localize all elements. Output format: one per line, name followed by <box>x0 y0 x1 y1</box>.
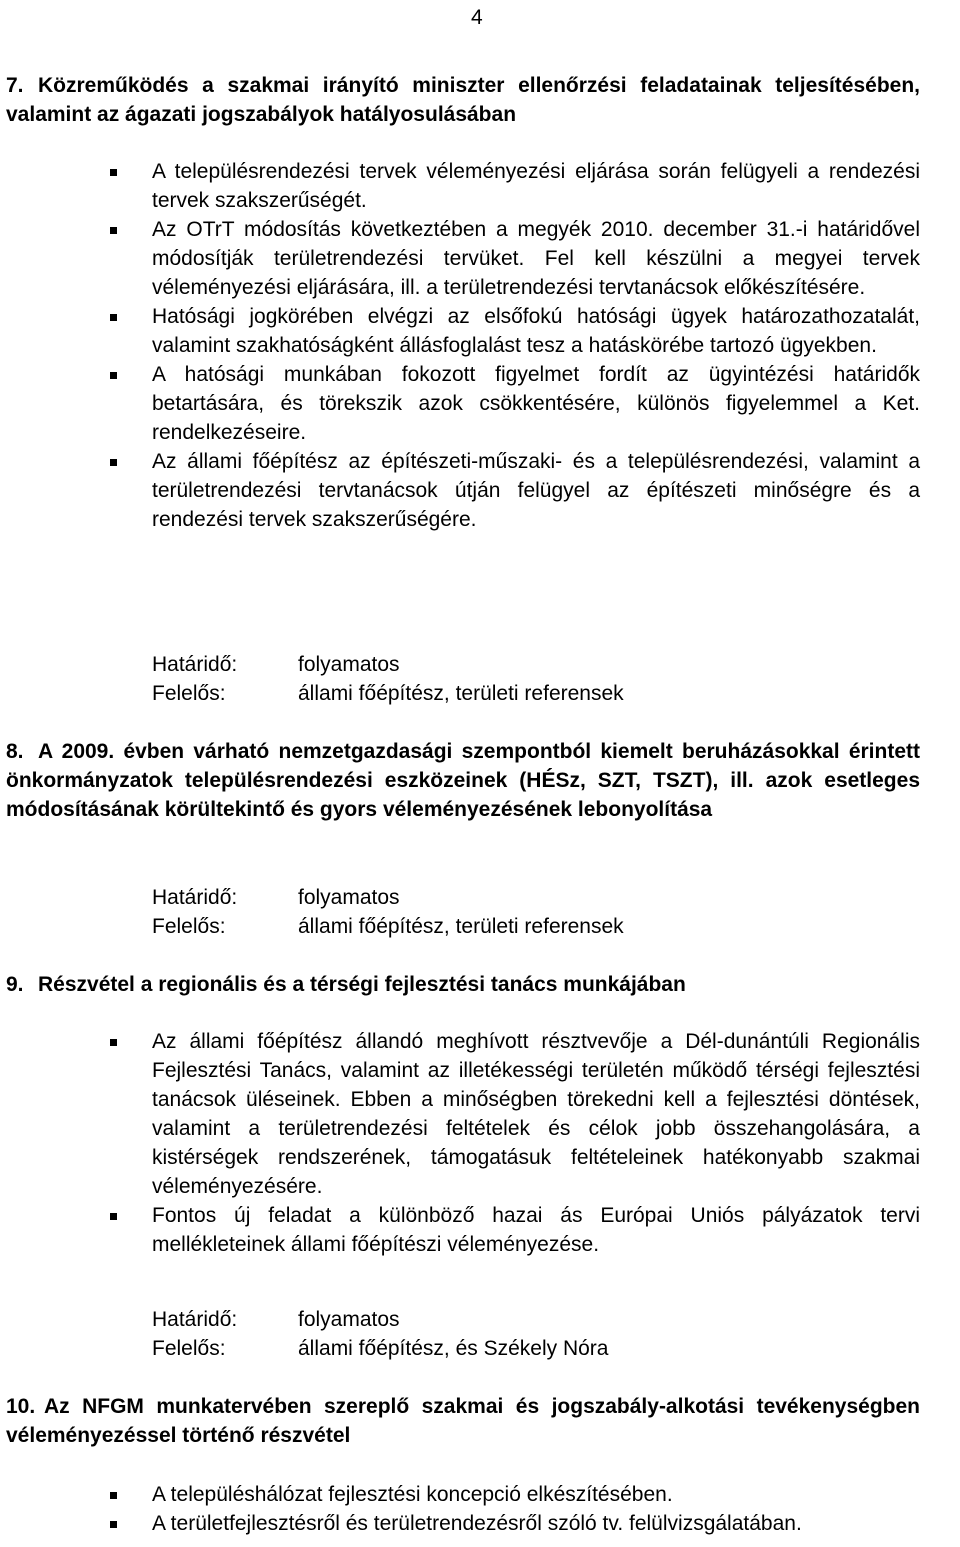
section-7-number: 7. <box>6 74 24 97</box>
responsible-value: állami főépítész, és Székely Nóra <box>298 1337 609 1360</box>
responsible-label: Felelős: <box>152 682 226 705</box>
section-10-heading: Az NFGM munkatervében szereplő szakmai és jogszabály-alkotási tevékenységben véleményezéssel történő részvétel <box>6 1395 920 1447</box>
deadline-value: folyamatos <box>298 886 400 909</box>
list-item-text: Fontos új feladat a különböző hazai ás Európai Uniós pályázatok tervi mellékleteinek állami főépítészi véleményezése. <box>152 1204 920 1256</box>
list-item <box>104 215 920 302</box>
deadline-label: Határidő: <box>152 1308 238 1331</box>
list-item-text: A településrendezési tervek véleményezési eljárása során felügyeli a rendezési tervek szakszerűségét. <box>152 160 920 212</box>
bullet-icon <box>110 1492 117 1499</box>
bullet-icon <box>110 314 117 321</box>
section-9-number: 9. <box>6 973 24 996</box>
section-7-deadline-block <box>152 650 872 708</box>
list-item-text: Az OTrT módosítás következtében a megyék 2010. december 31.-i határidővel módosítják területrendezési tervüket. Fel kell készülni a megyei tervek véleményezési eljárására, ill. a területrendezési tervtanácsok előkészítésére. <box>152 218 920 299</box>
page-number: 4 <box>471 6 483 29</box>
section-9-deadline-block <box>152 1305 872 1363</box>
section-10-number: 10. <box>6 1395 36 1418</box>
list-item <box>104 360 920 447</box>
list-item <box>104 302 920 360</box>
deadline-value: folyamatos <box>298 653 400 676</box>
section-8-heading: A 2009. évben várható nemzetgazdasági szempontból kiemelt beruházásokkal érintett önkormányzatok településrendezési eszközeinek (HÉSz, SZT, TSZT), ill. azok esetleges módosításának körültekintő és gyors véleményezésének lebonyolítása <box>6 740 920 821</box>
section-7-heading: Közreműködés a szakmai irányító miniszter ellenőrzési feladatainak teljesítésében, valamint az ágazati jogszabályok hatályosulásában <box>6 74 920 126</box>
section-8-title <box>6 737 920 824</box>
bullet-icon <box>110 459 117 466</box>
bullet-icon <box>110 1521 117 1528</box>
list-item-text: A településhálózat fejlesztési koncepció elkészítésében. <box>152 1483 673 1506</box>
responsible-value: állami főépítész, területi referensek <box>298 915 624 938</box>
bullet-icon <box>110 1213 117 1220</box>
section-9-heading: Részvétel a regionális és a térségi fejlesztési tanács munkájában <box>38 973 686 996</box>
section-9-title <box>6 970 920 999</box>
list-item <box>104 1509 920 1538</box>
list-item <box>104 1201 920 1259</box>
responsible-label: Felelős: <box>152 1337 226 1360</box>
bullet-icon <box>110 169 117 176</box>
section-10-title <box>6 1392 920 1450</box>
responsible-label: Felelős: <box>152 915 226 938</box>
bullet-icon <box>110 1039 117 1046</box>
responsible-value: állami főépítész, területi referensek <box>298 682 624 705</box>
list-item-text: A területfejlesztésről és területrendezésről szóló tv. felülvizsgálatában. <box>152 1512 802 1535</box>
section-9-bullet-list <box>104 1027 920 1259</box>
list-item-text: Az állami főépítész az építészeti-műszaki- és a településrendezési, valamint a területrendezési tervtanácsok útján felügyel az építészeti minőségre és a rendezési tervek szakszerűségére. <box>152 450 920 531</box>
section-7-title <box>6 71 920 129</box>
list-item-text: A hatósági munkában fokozott figyelmet fordít az ügyintézési határidők betartására, és törekszik azok csökkentésére, különös figyelemmel a Ket. rendelkezéseire. <box>152 363 920 444</box>
section-8-deadline-block <box>152 883 872 941</box>
bullet-icon <box>110 372 117 379</box>
section-7-bullet-list <box>104 157 920 534</box>
list-item <box>104 1480 920 1509</box>
list-item-text: Az állami főépítész állandó meghívott résztvevője a Dél-dunántúli Regionális Fejlesztési Tanács, valamint az illetékességi területén működő térségi fejlesztési tanácsok üléseinek. Ebben a minőségben törekedni kell a fejlesztési döntések, valamint a területrendezési feltételek és célok jobb összehangolására, a kistérségek rendszerének, támogatásuk feltételeinek hatékonyabb szakmai véleményezésére. <box>152 1030 920 1198</box>
bullet-icon <box>110 227 117 234</box>
list-item <box>104 447 920 534</box>
deadline-value: folyamatos <box>298 1308 400 1331</box>
list-item <box>104 1027 920 1201</box>
list-item <box>104 157 920 215</box>
section-10-bullet-list <box>104 1480 920 1538</box>
list-item-text: Hatósági jogkörében elvégzi az elsőfokú hatósági ügyek határozathozatalát, valamint szakhatóságként állásfoglalást tesz a hatáskörébe tartozó ügyekben. <box>152 305 920 357</box>
deadline-label: Határidő: <box>152 653 238 676</box>
deadline-label: Határidő: <box>152 886 238 909</box>
section-8-number: 8. <box>6 740 24 763</box>
